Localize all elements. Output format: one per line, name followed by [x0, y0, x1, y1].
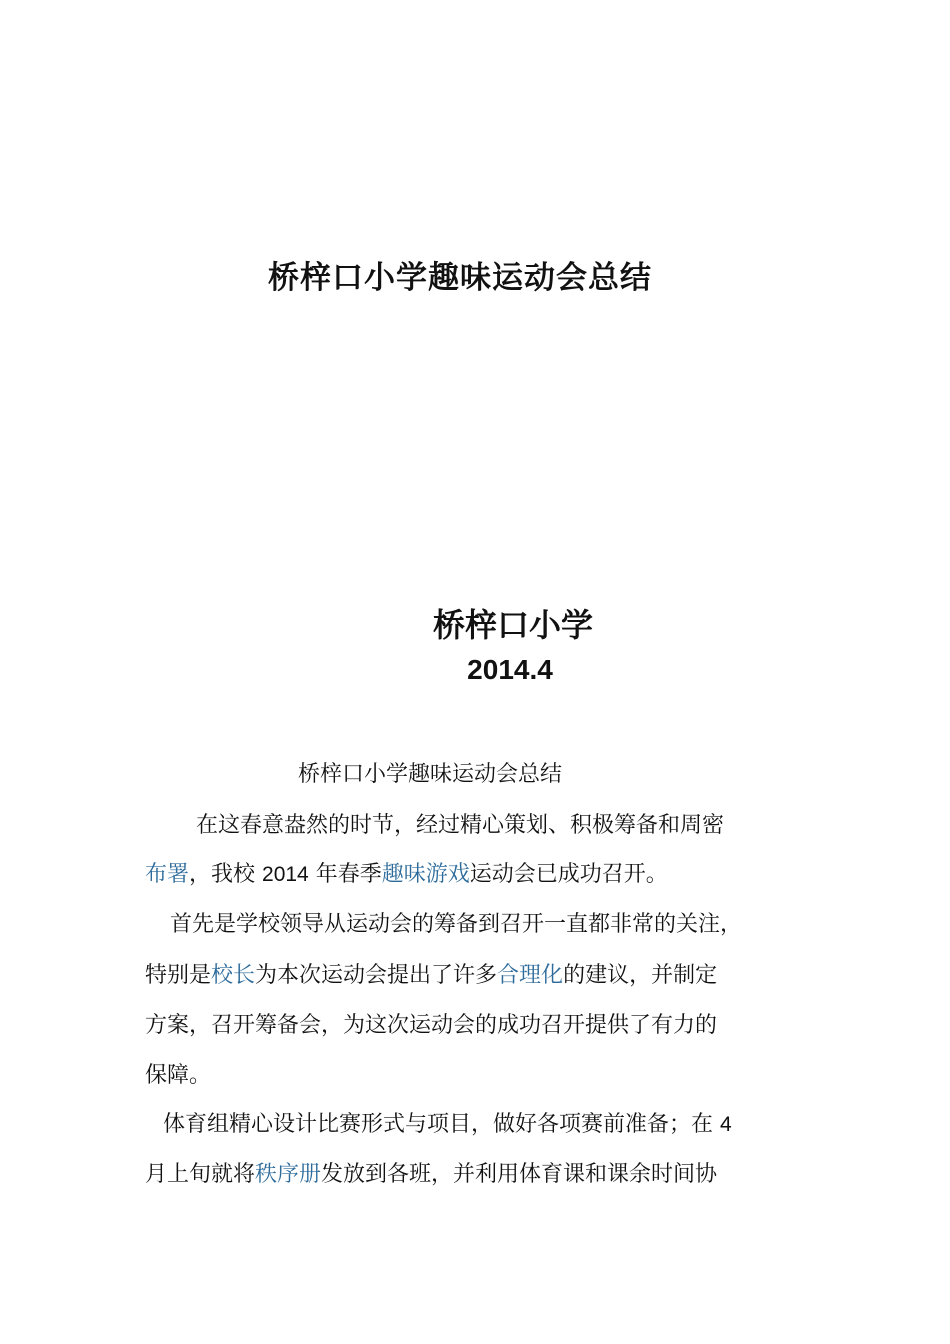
body-heading: 桥梓口小学趣味运动会总结 — [298, 762, 563, 787]
text-run: 运动会已成功召开。 — [469, 862, 668, 887]
paragraph-2-line-1 — [170, 907, 742, 938]
link-helihua[interactable]: 合理化 — [497, 963, 564, 988]
text-run: 的建议，并制定 — [563, 963, 718, 988]
text-run: 在这春意盎然的时节，经过精心策划、积极筹备和周密 — [196, 813, 725, 838]
link-quwei-youxi[interactable]: 趣味游戏 — [381, 862, 470, 887]
text-run: 发放到各班，并利用体育课和课余时间协 — [321, 1162, 718, 1187]
link-bushu[interactable]: 布署 — [145, 862, 190, 887]
text-run: 月上旬就将 — [145, 1162, 256, 1187]
text-run: 特别是 — [145, 963, 212, 988]
paragraph-1-line-2 — [145, 857, 668, 888]
paragraph-3-line-1 — [163, 1107, 732, 1138]
cover-school-name: 桥梓口小学 — [432, 606, 593, 644]
link-zhixuce[interactable]: 秩序册 — [255, 1162, 322, 1187]
text-run: 保障。 — [145, 1063, 212, 1088]
text-run: 首先是学校领导从运动会的筹备到召开一直都非常的关注， — [170, 912, 743, 937]
month-number: 4 — [720, 1113, 732, 1136]
cover-title: 桥梓口小学趣味运动会总结 — [268, 260, 652, 296]
link-xiaozhang[interactable]: 校长 — [211, 963, 256, 988]
cover-date: 2014.4 — [467, 654, 553, 685]
paragraph-3-line-2 — [145, 1157, 717, 1188]
text-run: 方案，召开筹备会，为这次运动会的成功召开提供了有力的 — [145, 1013, 718, 1038]
year-number: 2014 — [262, 863, 309, 886]
paragraph-2-line-3 — [145, 1008, 717, 1039]
text-run: ，我校 — [189, 862, 263, 887]
paragraph-1-line-1 — [196, 808, 724, 839]
paragraph-2-line-2 — [145, 958, 717, 989]
text-run: 为本次运动会提出了许多 — [255, 963, 498, 988]
text-run: 年春季 — [308, 862, 382, 887]
paragraph-2-line-4 — [145, 1058, 211, 1089]
text-run: 体育组精心设计比赛形式与项目，做好各项赛前准备；在 — [163, 1112, 720, 1137]
